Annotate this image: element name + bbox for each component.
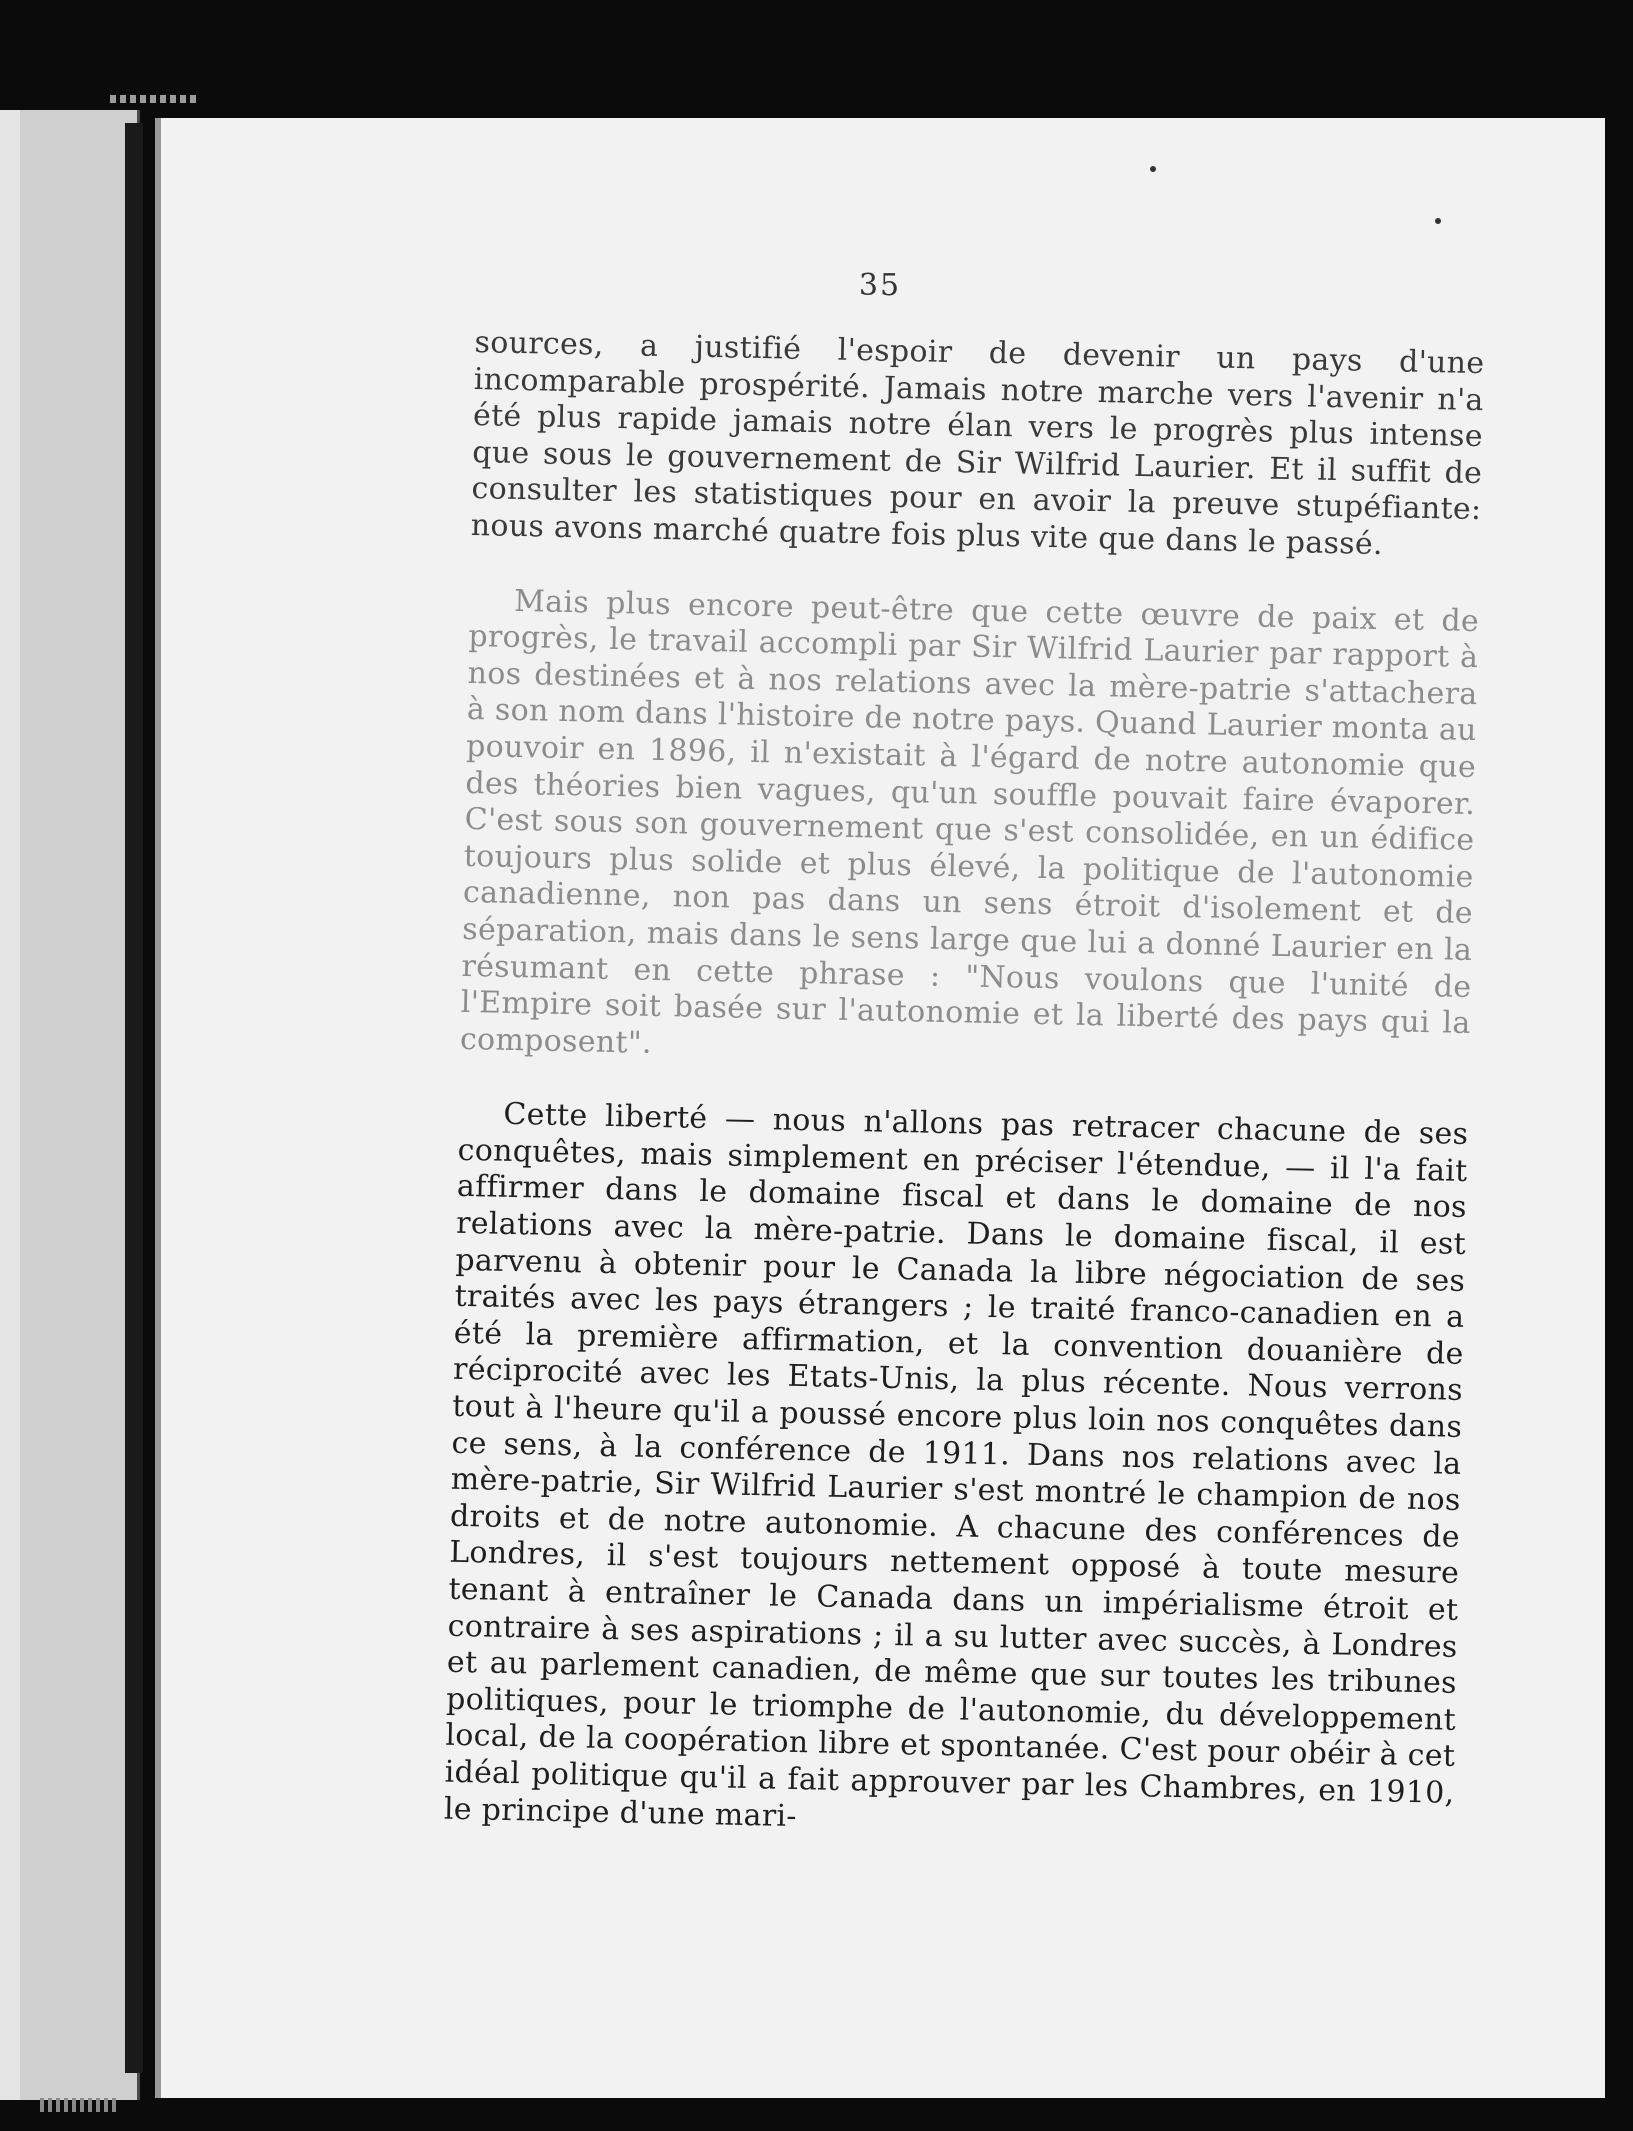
scan-mark-bottom — [40, 2098, 120, 2112]
page-body — [443, 325, 1485, 1887]
page-number: 35 — [858, 268, 902, 303]
adjacent-page-edge — [0, 110, 140, 2100]
speck-mark — [1435, 218, 1441, 224]
document-page — [155, 118, 1605, 2098]
adjacent-page-margin — [0, 110, 20, 2100]
speck-mark — [1150, 166, 1156, 172]
paragraph-1: sources, a justifié l'espoir de devenir un pays d'une incomparable prospérité. Jamais notre marche vers l'avenir n'a été plus rapide jamais notre élan vers le progrès plus intense que sous le gouvernement de Sir Wilfrid Laurier. Et il suffit de consulter les statistiques pour en avoir la preuve stupéfiante: nous avons marché quatre fois plus vite que dans le passé. — [470, 325, 1485, 563]
paragraph-3: Cette liberté — nous n'allons pas retracer chacune de ses conquêtes, mais simplement en préciser l'étendue, — il l'a fait affirmer dans le domaine fiscal et dans le domaine de nos relations avec la mère-patrie. Dans le domaine fiscal, il est parvenu à obtenir pour le Canada la libre négociation de ses traités avec les pays étrangers ; le traité franco-canadien en a été la première affirmation, et la convention douanière de réciprocité avec les Etats-Unis, la plus récente. Nous verrons tout à l'heure qu'il a poussé encore plus loin nos conquêtes dans ce sens, à la conférence de 1911. Dans nos relations avec la mère-patrie, Sir Wilfrid Laurier s'est montré le champion de nos droits et de notre autonomie. A chacune des conférences de Londres, il s'est toujours nettement opposé à toute mesure tenant à entraîner le Canada dans un impérialisme étroit et contraire à ses aspirations ; il a su lutter avec succès, à Londres et au parlement canadien, de même que sur toutes les tribunes politiques, pour le triomphe de l'autonomie, du développement local, de la coopération libre et spontanée. C'est pour obéir à cet idéal politique qu'il a fait approuver par les Chambres, en 1910, le principe d'une mari- — [443, 1097, 1469, 1834]
paragraph-2: Mais plus encore peut-être que cette œuvre de paix et de progrès, le travail accompli par Sir Wilfrid Laurier par rapport à nos destinées et à nos relations avec la mère-patrie s'attachera à son nom dans l'histoire de notre pays. Quand Laurier monta au pouvoir en 1896, il n'existait à l'égard de notre autonomie que des théories bien vagues, qu'un souffle pouvait faire évaporer. C'est sous son gouvernement que s'est consolidée, en un édifice toujours plus solide et plus élevé, la politique de l'autonomie canadienne, non pas dans un sens étroit d'isolement et de séparation, mais dans le sens large que lui a donné Laurier en la résumant en cette phrase : "Nous voulons que l'unité de l'Empire soit basée sur l'autonomie et la liberté des pays qui la composent". — [459, 583, 1480, 1061]
scan-mark-top — [110, 95, 200, 103]
